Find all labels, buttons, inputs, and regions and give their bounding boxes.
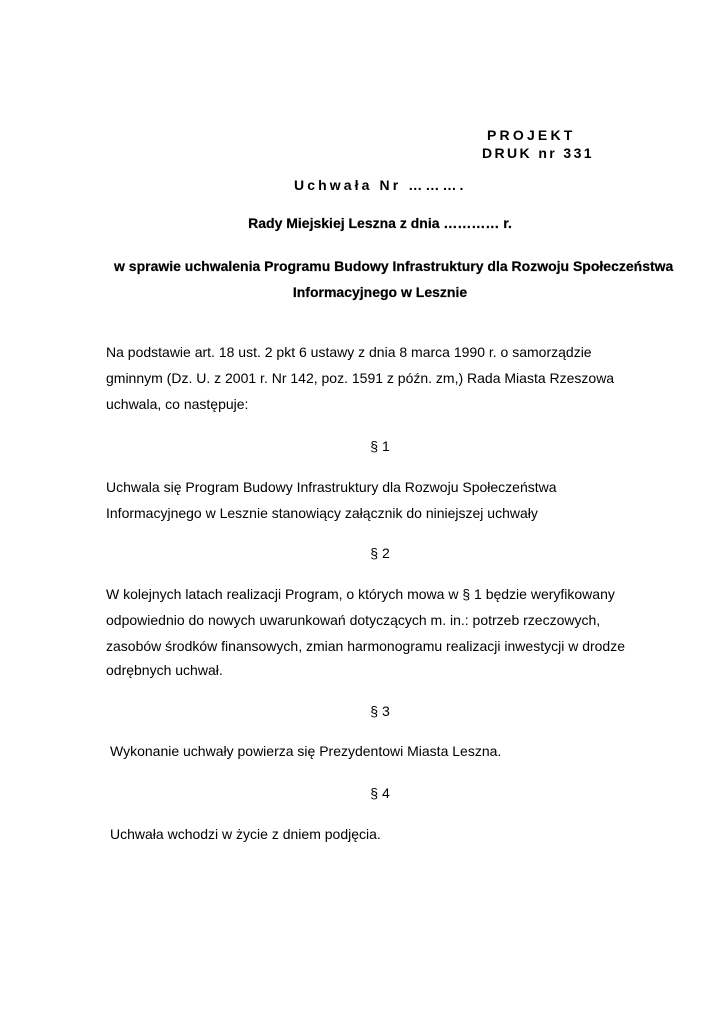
- section-mark-4: § 4: [370, 785, 390, 801]
- section-mark-3: § 3: [370, 703, 390, 719]
- council-date-line: Rady Miejskiej Leszna z dnia ………… r.: [248, 215, 512, 231]
- subject-line-1: w sprawie uchwalenia Programu Budowy Infrastruktury dla Rozwoju Społeczeństwa: [114, 258, 674, 274]
- subject-line-2: Informacyjnego w Lesznie: [292, 284, 468, 300]
- section-mark-1: § 1: [370, 438, 390, 454]
- section-2-line-3: zasobów środków finansowych, zmian harmonogramu realizacji inwestycji w drodze: [106, 638, 625, 654]
- section-1-line-1: Uchwala się Program Budowy Infrastruktury dla Rozwoju Społeczeństwa: [106, 479, 557, 495]
- section-2-line-4: odrębnych uchwał.: [106, 662, 223, 678]
- section-4-line-1: Uchwała wchodzi w życie z dniem podjęcia.: [110, 826, 381, 842]
- resolution-number: Uchwała Nr ……….: [294, 177, 467, 193]
- section-3-line-1: Wykonanie uchwały powierza się Prezydentowi Miasta Leszna.: [110, 743, 502, 759]
- preamble-line-3: uchwala, co następuje:: [106, 396, 249, 412]
- section-1-line-2: Informacyjnego w Lesznie stanowiący załącznik do niniejszej uchwały: [106, 505, 538, 521]
- projekt-label: PROJEKT: [487, 127, 576, 143]
- preamble-line-1: Na podstawie art. 18 ust. 2 pkt 6 ustawy z dnia 8 marca 1990 r. o samorządzie: [106, 344, 592, 360]
- section-2-line-2: odpowiednio do nowych uwarunkowań dotyczących m. in.: potrzeb rzeczowych,: [106, 612, 601, 628]
- druk-number: DRUK nr 331: [482, 145, 594, 161]
- preamble-line-2: gminnym (Dz. U. z 2001 r. Nr 142, poz. 1591 z późn. zm,) Rada Miasta Rzeszowa: [106, 370, 615, 386]
- section-mark-2: § 2: [370, 545, 390, 561]
- section-2-line-1: W kolejnych latach realizacji Program, o których mowa w § 1 będzie weryfikowany: [106, 586, 615, 602]
